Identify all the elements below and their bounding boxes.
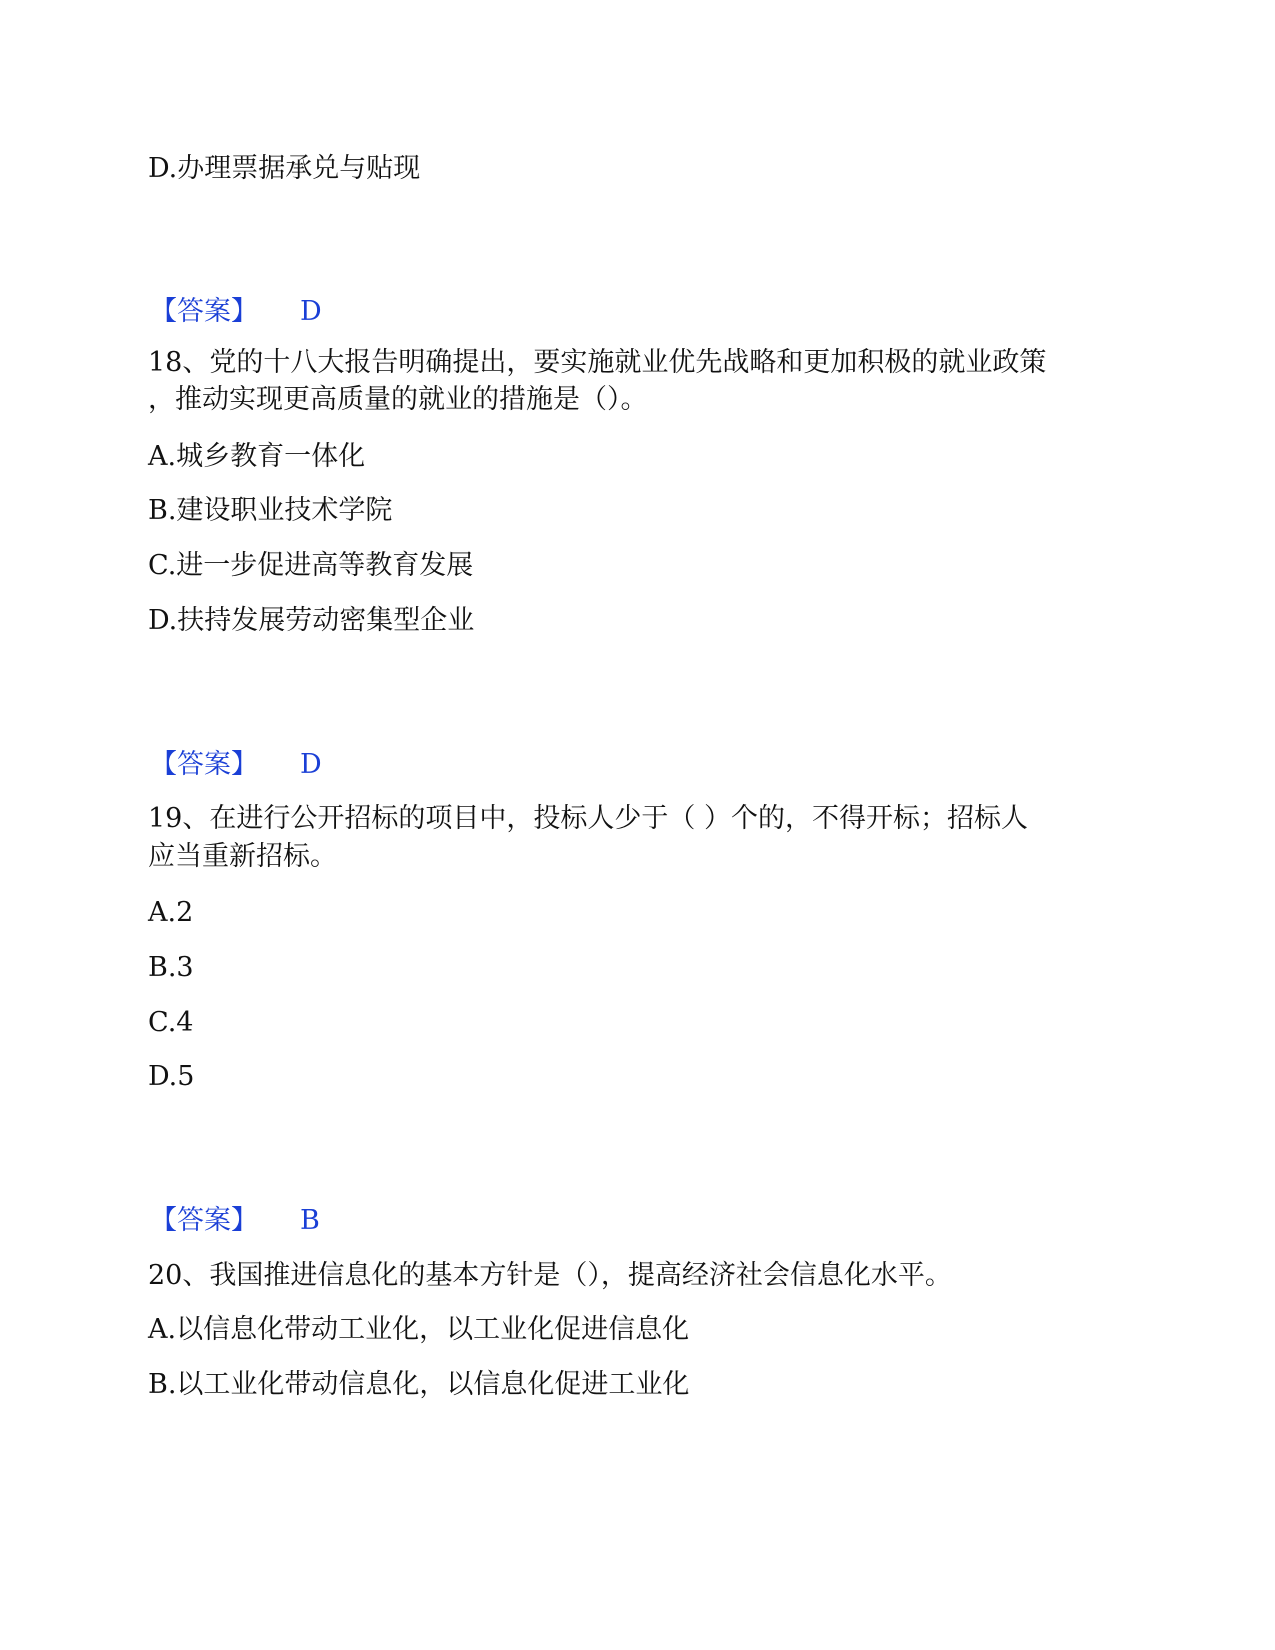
option-b: B.3	[148, 952, 194, 983]
option-d: D.5	[148, 1061, 195, 1092]
answer-value: D	[300, 296, 322, 327]
answer-value: D	[300, 749, 322, 780]
answer-label: 【答案】	[150, 1205, 258, 1236]
option-a: A.2	[148, 897, 194, 928]
question-text: 19、在进行公开招标的项目中，投标人少于（ ）个的，不得开标；招标人	[148, 803, 1028, 834]
prev-option-d: D.办理票据承兑与贴现	[148, 153, 421, 184]
answer-value: B	[300, 1205, 320, 1236]
question-text: 应当重新招标。	[148, 841, 337, 872]
answer-label: 【答案】	[150, 296, 258, 327]
question-text: 20、我国推进信息化的基本方针是（），提高经济社会信息化水平。	[148, 1260, 952, 1291]
question-text: ，推动实现更高质量的就业的措施是（）。	[148, 384, 648, 415]
option-c: C.进一步促进高等教育发展	[148, 550, 474, 581]
option-b: B.以工业化带动信息化，以信息化促进工业化	[148, 1369, 690, 1400]
answer-row	[150, 1204, 320, 1238]
option-b: B.建设职业技术学院	[148, 495, 393, 526]
answer-row	[150, 295, 322, 329]
answer-label: 【答案】	[150, 749, 258, 780]
option-d: D.扶持发展劳动密集型企业	[148, 605, 475, 636]
question-text: 18、党的十八大报告明确提出，要实施就业优先战略和更加积极的就业政策	[148, 347, 1047, 378]
option-a: A.以信息化带动工业化，以工业化促进信息化	[148, 1314, 690, 1345]
answer-row	[150, 748, 322, 782]
option-a: A.城乡教育一体化	[148, 441, 366, 472]
option-c: C.4	[148, 1007, 194, 1038]
